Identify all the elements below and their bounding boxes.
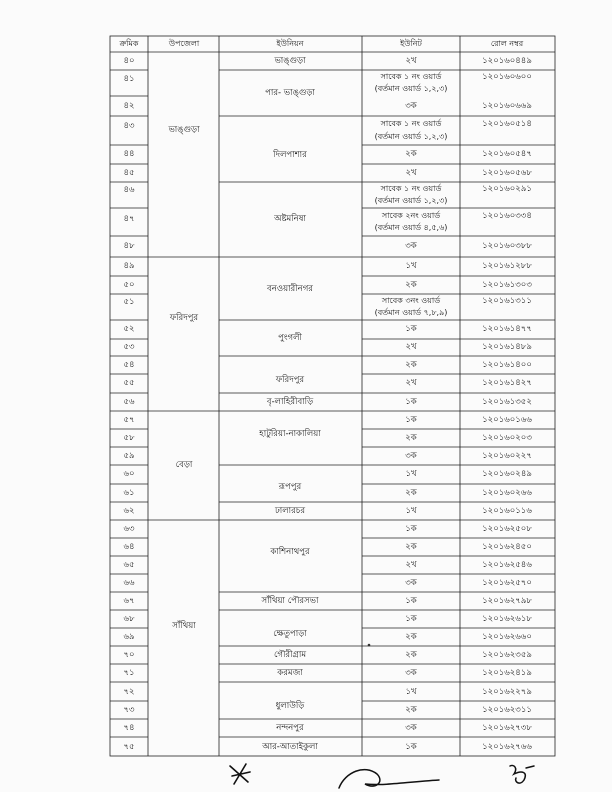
unit-cell: ২ক [405, 360, 417, 370]
union-cell: হাটুরিয়া-নাকালিয়া [259, 429, 321, 439]
upazila-cell: সাঁথিয়া [172, 621, 196, 631]
roll-cell: ১২০১৬০৫৪৭ [482, 149, 532, 159]
union-cell: দিলপাশার [273, 150, 307, 160]
serial-cell: ৪২ [123, 101, 135, 111]
roll-cell: ১২০১৬১৩৫২ [482, 397, 532, 407]
serial-cell: ৫৫ [123, 378, 135, 388]
roll-cell: ১২০১৬২৫৪৬ [482, 560, 532, 570]
union-cell: পার- ভাঙ্গুড়া [265, 88, 315, 98]
upazila-cell: ফরিদপুর [169, 313, 199, 323]
roll-cell: ১২০১৬১৪২৭ [482, 378, 532, 388]
unit-cell: সাবেক ৩নং ওয়ার্ড [381, 296, 441, 305]
union-cell: ধুলাউড়ি [275, 701, 305, 711]
roll-cell: ১২০১৬০৬৬৯ [482, 101, 532, 111]
unit-cell: (বর্তমান ওয়ার্ড ১,২,৩) [374, 84, 448, 93]
serial-cell: ৭৪ [123, 723, 135, 733]
unit-cell: ১খ [405, 261, 417, 271]
unit-cell: সাবেক ১ নং ওয়ার্ড [380, 184, 442, 193]
header-serial: ক্রমিক [119, 39, 139, 48]
serial-cell: ৬৫ [123, 560, 135, 570]
unit-cell: ২খ [405, 56, 417, 66]
unit-cell: ৩ক [405, 723, 417, 733]
union-cell: ফরিদপুর [275, 375, 305, 385]
unit-cell: (বর্তমান ওয়ার্ড ৭,৮,৯) [374, 308, 448, 317]
union-cell: গৌরীগ্রাম [273, 650, 307, 660]
roll-cell: ১২০১৬২৩৫৯ [482, 650, 532, 660]
serial-cell: ৪৯ [123, 261, 135, 271]
unit-cell: ২ক [405, 650, 417, 660]
unit-cell: ২খ [405, 378, 417, 388]
serial-cell: ৭১ [123, 668, 135, 678]
serial-cell: ৪৫ [123, 168, 135, 178]
serial-cell: ৬৮ [123, 614, 135, 624]
serial-cell: ৫৩ [123, 342, 135, 352]
unit-cell: ১ক [405, 596, 417, 606]
unit-cell: ২খ [405, 342, 417, 352]
union-cell: পুংগলী [278, 333, 302, 343]
header-upazila: উপজেলা [168, 39, 200, 48]
unit-cell: ২ক [405, 280, 417, 290]
signature-page-mark [504, 760, 538, 788]
unit-cell: ২ক [405, 149, 417, 159]
serial-cell: ৬২ [123, 506, 135, 516]
serial-cell: ৫৯ [123, 451, 135, 461]
union-cell: অষ্টমনিষা [274, 214, 306, 224]
signature-initial-mark [226, 760, 256, 788]
roll-cell: ১২০১৬০২২৭ [482, 451, 532, 461]
unit-cell: ১খ [405, 469, 417, 479]
unit-cell: ৩ক [405, 101, 417, 111]
unit-cell: ৩ক [405, 668, 417, 678]
serial-cell: ৪৪ [123, 149, 135, 159]
unit-cell: ১ক [405, 415, 417, 425]
serial-cell: ৬১ [123, 488, 135, 498]
serial-cell: ৭২ [123, 687, 135, 697]
roll-cell: ১২০১৬০১১৬ [482, 506, 532, 516]
roll-cell: ১২০১৬২৫০৮ [482, 524, 532, 534]
unit-cell: ১ক [405, 397, 417, 407]
serial-cell: ৬৪ [123, 542, 135, 552]
roll-cell: ১২০১৬২৭৩৮ [482, 723, 532, 733]
serial-cell: ৫৬ [123, 397, 135, 407]
serial-cell: ৬৯ [123, 632, 135, 642]
serial-cell: ৬০ [123, 469, 135, 479]
roll-cell: ১২০১৬০৩৮৮ [482, 241, 532, 251]
roll-cell: ১২০১৬১২৮৮ [482, 261, 532, 271]
serial-cell: ৭০ [123, 650, 135, 660]
upazila-cell: ভাঙ্গুড়া [168, 125, 200, 135]
serial-cell: ৫২ [123, 324, 135, 334]
unit-cell: (বর্তমান ওয়ার্ড ১,২,৩) [374, 132, 448, 141]
header-roll: রোল নম্বর [490, 39, 524, 48]
serial-cell: ৬৩ [123, 524, 135, 534]
unit-cell: সাবেক ১ নং ওয়ার্ড [380, 72, 442, 81]
unit-cell: সাবেক ১ নং ওয়ার্ড [380, 119, 442, 128]
union-cell: ভাঙ্গুড়া [274, 56, 306, 66]
roll-cell: ১২০১৬২৭৬৬ [482, 742, 532, 752]
serial-cell: ৭৩ [123, 705, 135, 715]
union-cell: করমজা [277, 668, 303, 678]
roll-cell: ১২০১৬২৭৯৮ [482, 596, 532, 606]
serial-cell: ৫৭ [123, 415, 135, 425]
union-cell: বৃ-লাহিরীবাড়ি [266, 397, 314, 407]
upazila-cell: বেড়া [175, 460, 193, 470]
roll-cell: ১২০১৬২২৭৯ [482, 687, 532, 697]
signature-scrawl [335, 762, 445, 792]
roll-cell: ১২০১৬০৫১৪ [482, 119, 532, 129]
union-cell: ঢালারচর [274, 506, 306, 516]
unit-cell: ১ক [405, 742, 417, 752]
union-cell: আর-আতাইকুলা [262, 742, 318, 752]
unit-cell: ৩ক [405, 241, 417, 251]
roll-cell: ১২০১৬০২৬৬ [482, 488, 532, 498]
header-union: ইউনিয়ন [276, 39, 304, 48]
roll-cell: ১২০১৬১৪৮৯ [482, 342, 532, 352]
union-cell: বনওয়ারীনগর [267, 284, 313, 294]
ink-dot [366, 642, 372, 648]
roll-cell: ১২০১৬০২৯১ [482, 184, 532, 194]
unit-cell: ২ক [405, 632, 417, 642]
roll-cell: ১২০১৬২৪১৯ [482, 668, 532, 678]
unit-cell: ২ক [405, 705, 417, 715]
roll-cell: ১২০১৬১৩১১ [482, 296, 532, 306]
unit-cell: ২ক [405, 488, 417, 498]
roll-cell: ১২০১৬২৪৫০ [482, 542, 532, 552]
unit-cell: সাবেক ২নং ওয়ার্ড [381, 211, 441, 220]
unit-cell: ১ক [405, 524, 417, 534]
unit-cell: ১ক [405, 614, 417, 624]
union-cell: কাশিনাথপুর [270, 547, 310, 557]
unit-cell: ২ক [405, 433, 417, 443]
unit-cell: ১ক [405, 324, 417, 334]
unit-cell: ১খ [405, 506, 417, 516]
roll-cell: ১২০১৬১৩০৩ [482, 280, 532, 290]
serial-cell: ৬৭ [123, 596, 135, 606]
roll-cell: ১২০১৬২৫৭০ [482, 578, 532, 588]
serial-cell: ৭৫ [123, 742, 135, 752]
roll-cell: ১২০১৬২৬৬০ [482, 632, 532, 642]
serial-cell: ৫০ [123, 280, 135, 290]
union-cell: রূপপুর [278, 482, 302, 492]
unit-cell: ২খ [405, 560, 417, 570]
unit-cell: ৩ক [405, 578, 417, 588]
unit-cell: ২ক [405, 542, 417, 552]
header-unit: ইউনিট [400, 39, 422, 48]
serial-cell: ৪১ [123, 74, 135, 84]
roll-cell: ১২০১৬০৩৩৪ [482, 211, 532, 221]
union-cell: নন্দনপুর [276, 723, 304, 733]
roll-cell: ১২০১৬১৪৭৭ [482, 324, 532, 334]
roll-cell: ১২০১৬০৬০০ [482, 72, 532, 82]
roll-cell: ১২০১৬০১৬৬ [482, 415, 532, 425]
unit-cell: ৩ক [405, 451, 417, 461]
unit-cell: ২খ [405, 168, 417, 178]
unit-cell: ১খ [405, 687, 417, 697]
roll-cell: ১২০১৬০৪৪৯ [482, 56, 532, 66]
roll-cell: ১২০১৬১৪০০ [482, 360, 532, 370]
serial-cell: ৪৬ [123, 185, 135, 195]
serial-cell: ৫৮ [123, 433, 135, 443]
union-cell: সাঁথিয়া পৌরসভা [261, 596, 319, 606]
serial-cell: ৫১ [123, 297, 135, 307]
roll-cell: ১২০১৬২৬১৮ [482, 614, 532, 624]
roll-cell: ১২০১৬০২০৩ [482, 433, 532, 443]
serial-cell: ৬৬ [123, 578, 135, 588]
roll-cell: ১২০১৬২৩১১ [482, 705, 532, 715]
serial-cell: ৪৮ [123, 241, 135, 251]
serial-cell: ৪৭ [123, 214, 135, 224]
serial-cell: ৪০ [123, 56, 135, 66]
unit-cell: (বর্তমান ওয়ার্ড ১,২,৩) [374, 196, 448, 205]
serial-cell: ৪৩ [123, 121, 135, 131]
roll-cell: ১২০১৬০২৪৯ [482, 469, 532, 479]
union-cell: ক্ষেতুপাড়া [273, 629, 307, 639]
roll-cell: ১২০১৬০৫৬৮ [482, 168, 532, 178]
unit-cell: (বর্তমান ওয়ার্ড ৪,৫,৬) [374, 223, 448, 232]
serial-cell: ৫৪ [123, 360, 135, 370]
